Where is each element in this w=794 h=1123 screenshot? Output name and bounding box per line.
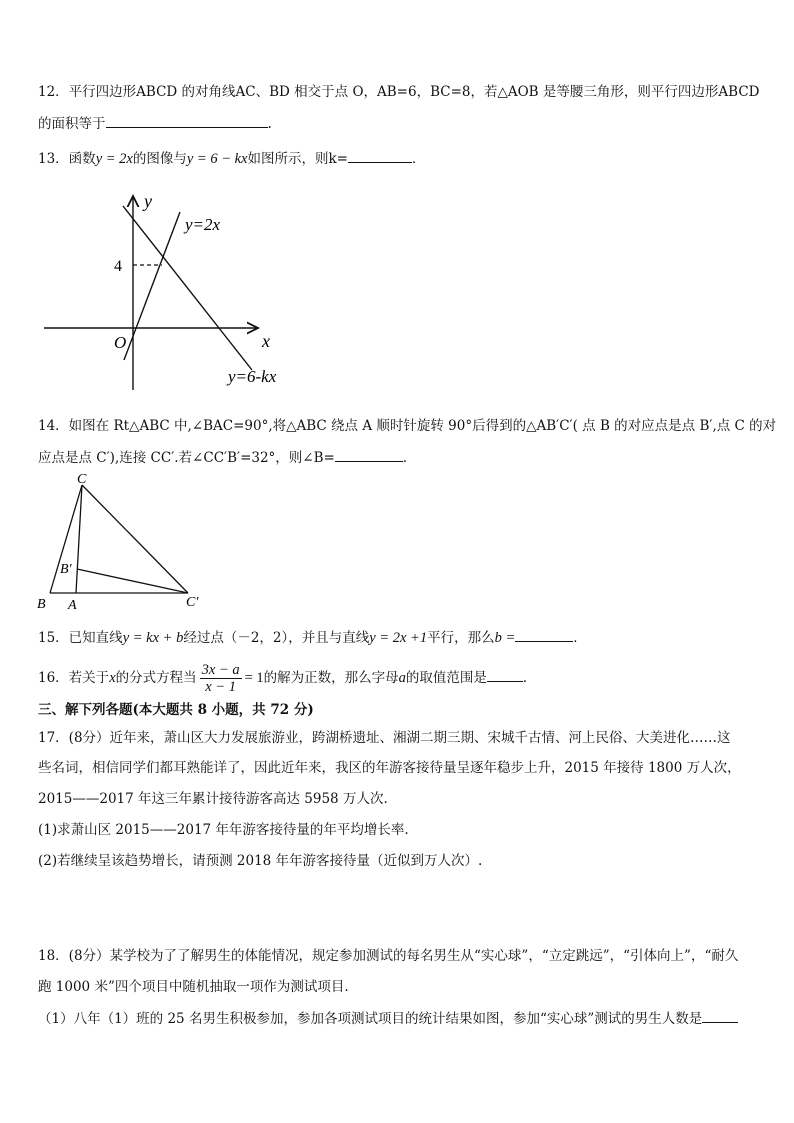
q14-label-A: A bbox=[68, 598, 77, 613]
q15-mid2: 平行，那么 bbox=[427, 630, 495, 646]
q18-line1: 18．(8分）某学校为了了解男生的体能情况，规定参加测试的每名男生从“实心球”，“立定跳远”，“引体向上”，“耐久 bbox=[38, 948, 739, 964]
q12-end: . bbox=[267, 116, 272, 132]
q16-line bbox=[38, 658, 758, 698]
q13-label-line2: y=6-kx bbox=[228, 367, 277, 386]
q14-line1: 14．如图在 Rt△ABC 中,∠BAC=90°,将△ABC 绕点 A 顺时针旋转 90°后得到的△AB′C′( 点 B 的对应点是点 B′,点 C 的对 bbox=[38, 418, 777, 434]
q15-mid1: 经过点（－2，2），并且与直线 bbox=[183, 630, 370, 646]
q14-label-Bprime: B′ bbox=[60, 562, 72, 577]
q13-label-line1: y=2x bbox=[185, 215, 221, 234]
q14-answer-blank bbox=[335, 447, 403, 462]
q16-fraction bbox=[200, 662, 242, 695]
q18-line2: 跑 1000 米”四个项目中随机抽取一项作为测试项目. bbox=[38, 979, 349, 995]
q14-seg-CCprime bbox=[82, 485, 188, 593]
q15-end: ． bbox=[573, 630, 587, 646]
q15-answer-blank bbox=[515, 627, 573, 642]
q13-label-x: x bbox=[262, 331, 270, 351]
q14-text: 应点是点 C′),连接 CC′.若∠CC′B′=32°，则∠B= bbox=[38, 450, 335, 466]
q18-answer-blank bbox=[702, 1008, 738, 1023]
q14-line2 bbox=[38, 447, 758, 468]
q15-eq3: b = bbox=[494, 630, 516, 646]
q13-label-origin: O bbox=[114, 333, 127, 352]
q18-part1: （1）八年（1）班的 25 名男生积极参加，参加各项测试项目的统计结果如图，参加“实心球”测试的男生人数是 bbox=[38, 1011, 703, 1027]
q14-seg-BprimeCprime bbox=[77, 569, 188, 593]
q15-prefix: 15．已知直线 bbox=[38, 630, 123, 646]
q17-part2: (2)若继续呈该趋势增长，请预测 2018 年年游客接待量（近似到万人次）. bbox=[38, 853, 483, 869]
q16-end: ． bbox=[522, 670, 537, 686]
q16-frac-num: 3x − a bbox=[201, 662, 240, 678]
q15-eq1: y = kx + b bbox=[122, 630, 184, 646]
q13-answer-blank bbox=[348, 148, 412, 163]
q16-var-a: a bbox=[398, 670, 406, 686]
q13-mid1: 的图像与 bbox=[132, 151, 187, 167]
q16-var-x: x bbox=[109, 670, 116, 686]
q16-frac-den: x − 1 bbox=[205, 679, 236, 695]
q13-label-y: y bbox=[144, 191, 152, 211]
q17-line3: 2015——2017 年这三年累计接待游客高达 5958 万人次. bbox=[38, 791, 388, 807]
q13-eq1: y = 2x bbox=[95, 151, 133, 167]
q12-line1: 12．平行四边形ABCD 的对角线AC、BD 相交于点 O，AB=6，BC=8，若△AOB 是等腰三角形，则平行四边形ABCD bbox=[38, 84, 760, 100]
q16-answer-blank bbox=[487, 667, 523, 682]
section3-title: 三、解下列各题(本大题共 8 小题，共 72 分) bbox=[38, 702, 314, 718]
q13-end: ． bbox=[411, 151, 426, 167]
q14-figure bbox=[32, 472, 212, 617]
q13-mid2: 如图所示，则k= bbox=[247, 151, 348, 167]
q16-mid3: 的取值范围是 bbox=[405, 670, 487, 686]
q15-eq2: y = 2x +1 bbox=[369, 630, 428, 646]
q17-part1: (1)求萧山区 2015——2017 年年游客接待量的年平均增长率. bbox=[38, 822, 409, 838]
q18-part1-line bbox=[38, 1008, 758, 1029]
q13-line bbox=[38, 148, 758, 169]
q17-line1: 17．(8分）近年来，萧山区大力发展旅游业，跨湖桥遗址、湘湖二期三期、宋城千古情、河上民俗、大美进化……这 bbox=[38, 730, 731, 746]
q15-line bbox=[38, 627, 758, 648]
q16-mid1: 的分式方程当 bbox=[115, 670, 197, 686]
q16-mid2: 的解为正数，那么字母 bbox=[263, 670, 399, 686]
q14-end: ． bbox=[402, 450, 417, 466]
q12-answer-blank bbox=[106, 113, 268, 128]
q14-label-C: C bbox=[77, 472, 87, 487]
q13-graph bbox=[40, 190, 300, 395]
q13-prefix: 13．函数 bbox=[38, 151, 96, 167]
q12-line2 bbox=[38, 113, 758, 134]
q14-label-Cprime: C′ bbox=[186, 595, 199, 610]
q16-eq-rest: = 1 bbox=[244, 670, 264, 686]
q14-label-B: B bbox=[37, 597, 46, 612]
q12-text: 的面积等于 bbox=[38, 116, 106, 132]
q16-prefix: 16．若关于 bbox=[38, 670, 110, 686]
q13-eq2: y = 6 − kx bbox=[186, 151, 248, 167]
q13-label-tick4: 4 bbox=[114, 258, 122, 275]
q17-line2: 些名词，相信同学们都耳熟能详了，因此近年来，我区的年游客接待量呈逐年稳步上升，2015 年接待 1800 万人次， bbox=[38, 760, 741, 776]
